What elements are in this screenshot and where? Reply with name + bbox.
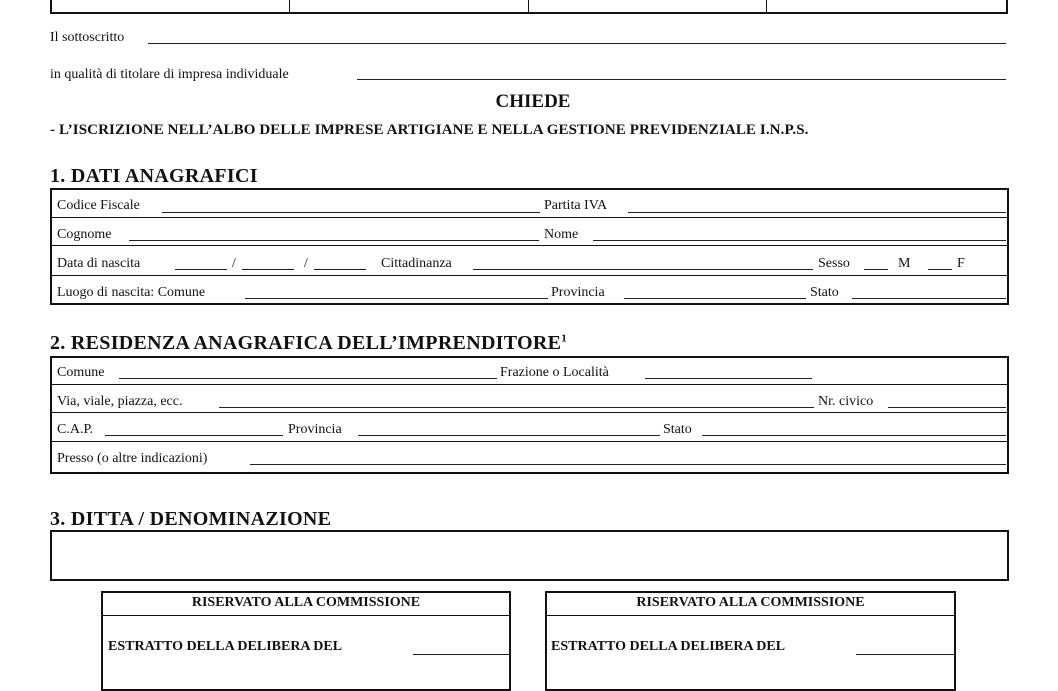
provincia-nascita-label: Provincia [551, 285, 605, 300]
partita-iva-field[interactable] [628, 212, 1006, 213]
codice-fiscale-field[interactable] [162, 212, 540, 213]
presso-field[interactable] [250, 464, 1006, 465]
row-divider [52, 217, 1007, 218]
row-divider [52, 441, 1007, 442]
nr-civico-label: Nr. civico [818, 394, 874, 409]
sesso-m-field[interactable] [864, 269, 888, 270]
cittadinanza-label: Cittadinanza [381, 256, 452, 271]
sesso-f-field[interactable] [928, 269, 952, 270]
footnote-mark: 1 [561, 332, 568, 345]
extract-date-field-1[interactable] [413, 654, 509, 655]
stato-res-label: Stato [663, 422, 692, 437]
section-3-title: 3. DITTA / DENOMINAZIONE [50, 508, 332, 530]
nr-civico-field[interactable] [888, 407, 1006, 408]
luogo-nascita-field[interactable] [245, 298, 548, 299]
data-nascita-label: Data di nascita [57, 256, 141, 271]
birth-day-field[interactable] [175, 269, 227, 270]
commission-header-2: RISERVATO ALLA COMMISSIONE [636, 595, 865, 610]
stato-nascita-label: Stato [810, 285, 839, 300]
extract-date-field-2[interactable] [856, 654, 954, 655]
frazione-field[interactable] [645, 378, 812, 379]
partita-iva-label: Partita IVA [544, 198, 608, 213]
top-table-divider [766, 0, 767, 12]
provincia-res-field[interactable] [358, 435, 660, 436]
cap-label: C.A.P. [57, 422, 94, 437]
extract-label-1: ESTRATTO DELLA DELIBERA DEL [108, 639, 343, 654]
sesso-label: Sesso [818, 256, 850, 271]
row-divider [52, 275, 1007, 276]
date-separator: / [304, 256, 308, 271]
stato-nascita-field[interactable] [852, 298, 1006, 299]
via-label: Via, viale, piazza, ecc. [57, 394, 183, 409]
stato-res-field[interactable] [702, 435, 1006, 436]
row-divider [52, 384, 1007, 385]
frazione-label: Frazione o Località [500, 365, 609, 380]
commission-header-1: RISERVATO ALLA COMMISSIONE [191, 595, 421, 610]
row-divider [52, 245, 1007, 246]
section-2-title [50, 332, 567, 355]
codice-fiscale-label: Codice Fiscale [57, 198, 140, 213]
request-title: CHIEDE [495, 91, 571, 112]
presso-label: Presso (o altre indicazioni) [57, 451, 208, 466]
request-text: - L’ISCRIZIONE NELL’ALBO DELLE IMPRESE ARTIGIANE E NELLA GESTIONE PREVIDENZIALE I.N.P.S. [50, 122, 809, 138]
ditta-denominazione-box[interactable] [50, 530, 1009, 581]
luogo-nascita-label: Luogo di nascita: Comune [57, 285, 206, 300]
birth-year-field[interactable] [314, 269, 366, 270]
sesso-f-label: F [957, 256, 965, 271]
undersigned-field[interactable] [148, 43, 1006, 44]
capacity-label: in qualità di titolare di impresa individuale [50, 67, 289, 82]
top-table-divider [528, 0, 529, 12]
commission-header-divider [547, 615, 954, 616]
via-field[interactable] [219, 407, 814, 408]
date-separator: / [232, 256, 236, 271]
capacity-field[interactable] [357, 79, 1006, 80]
commission-header-divider [103, 615, 509, 616]
extract-label-2: ESTRATTO DELLA DELIBERA DEL [551, 639, 786, 654]
sesso-m-label: M [898, 256, 911, 271]
comune-field[interactable] [119, 378, 497, 379]
undersigned-label: Il sottoscritto [50, 30, 125, 45]
comune-label: Comune [57, 365, 105, 380]
birth-month-field[interactable] [242, 269, 294, 270]
section-2-title-text: 2. RESIDENZA ANAGRAFICA DELL’IMPRENDITORE [50, 332, 562, 354]
cap-field[interactable] [105, 435, 283, 436]
cognome-field[interactable] [129, 240, 539, 241]
top-table-divider [289, 0, 290, 12]
section-1-title: 1. DATI ANAGRAFICI [50, 165, 258, 187]
nome-label: Nome [544, 227, 579, 242]
cittadinanza-field[interactable] [473, 269, 813, 270]
row-divider [52, 412, 1007, 413]
provincia-res-label: Provincia [288, 422, 342, 437]
top-table [50, 0, 1008, 14]
provincia-nascita-field[interactable] [624, 298, 806, 299]
cognome-label: Cognome [57, 227, 112, 242]
nome-field[interactable] [593, 240, 1006, 241]
